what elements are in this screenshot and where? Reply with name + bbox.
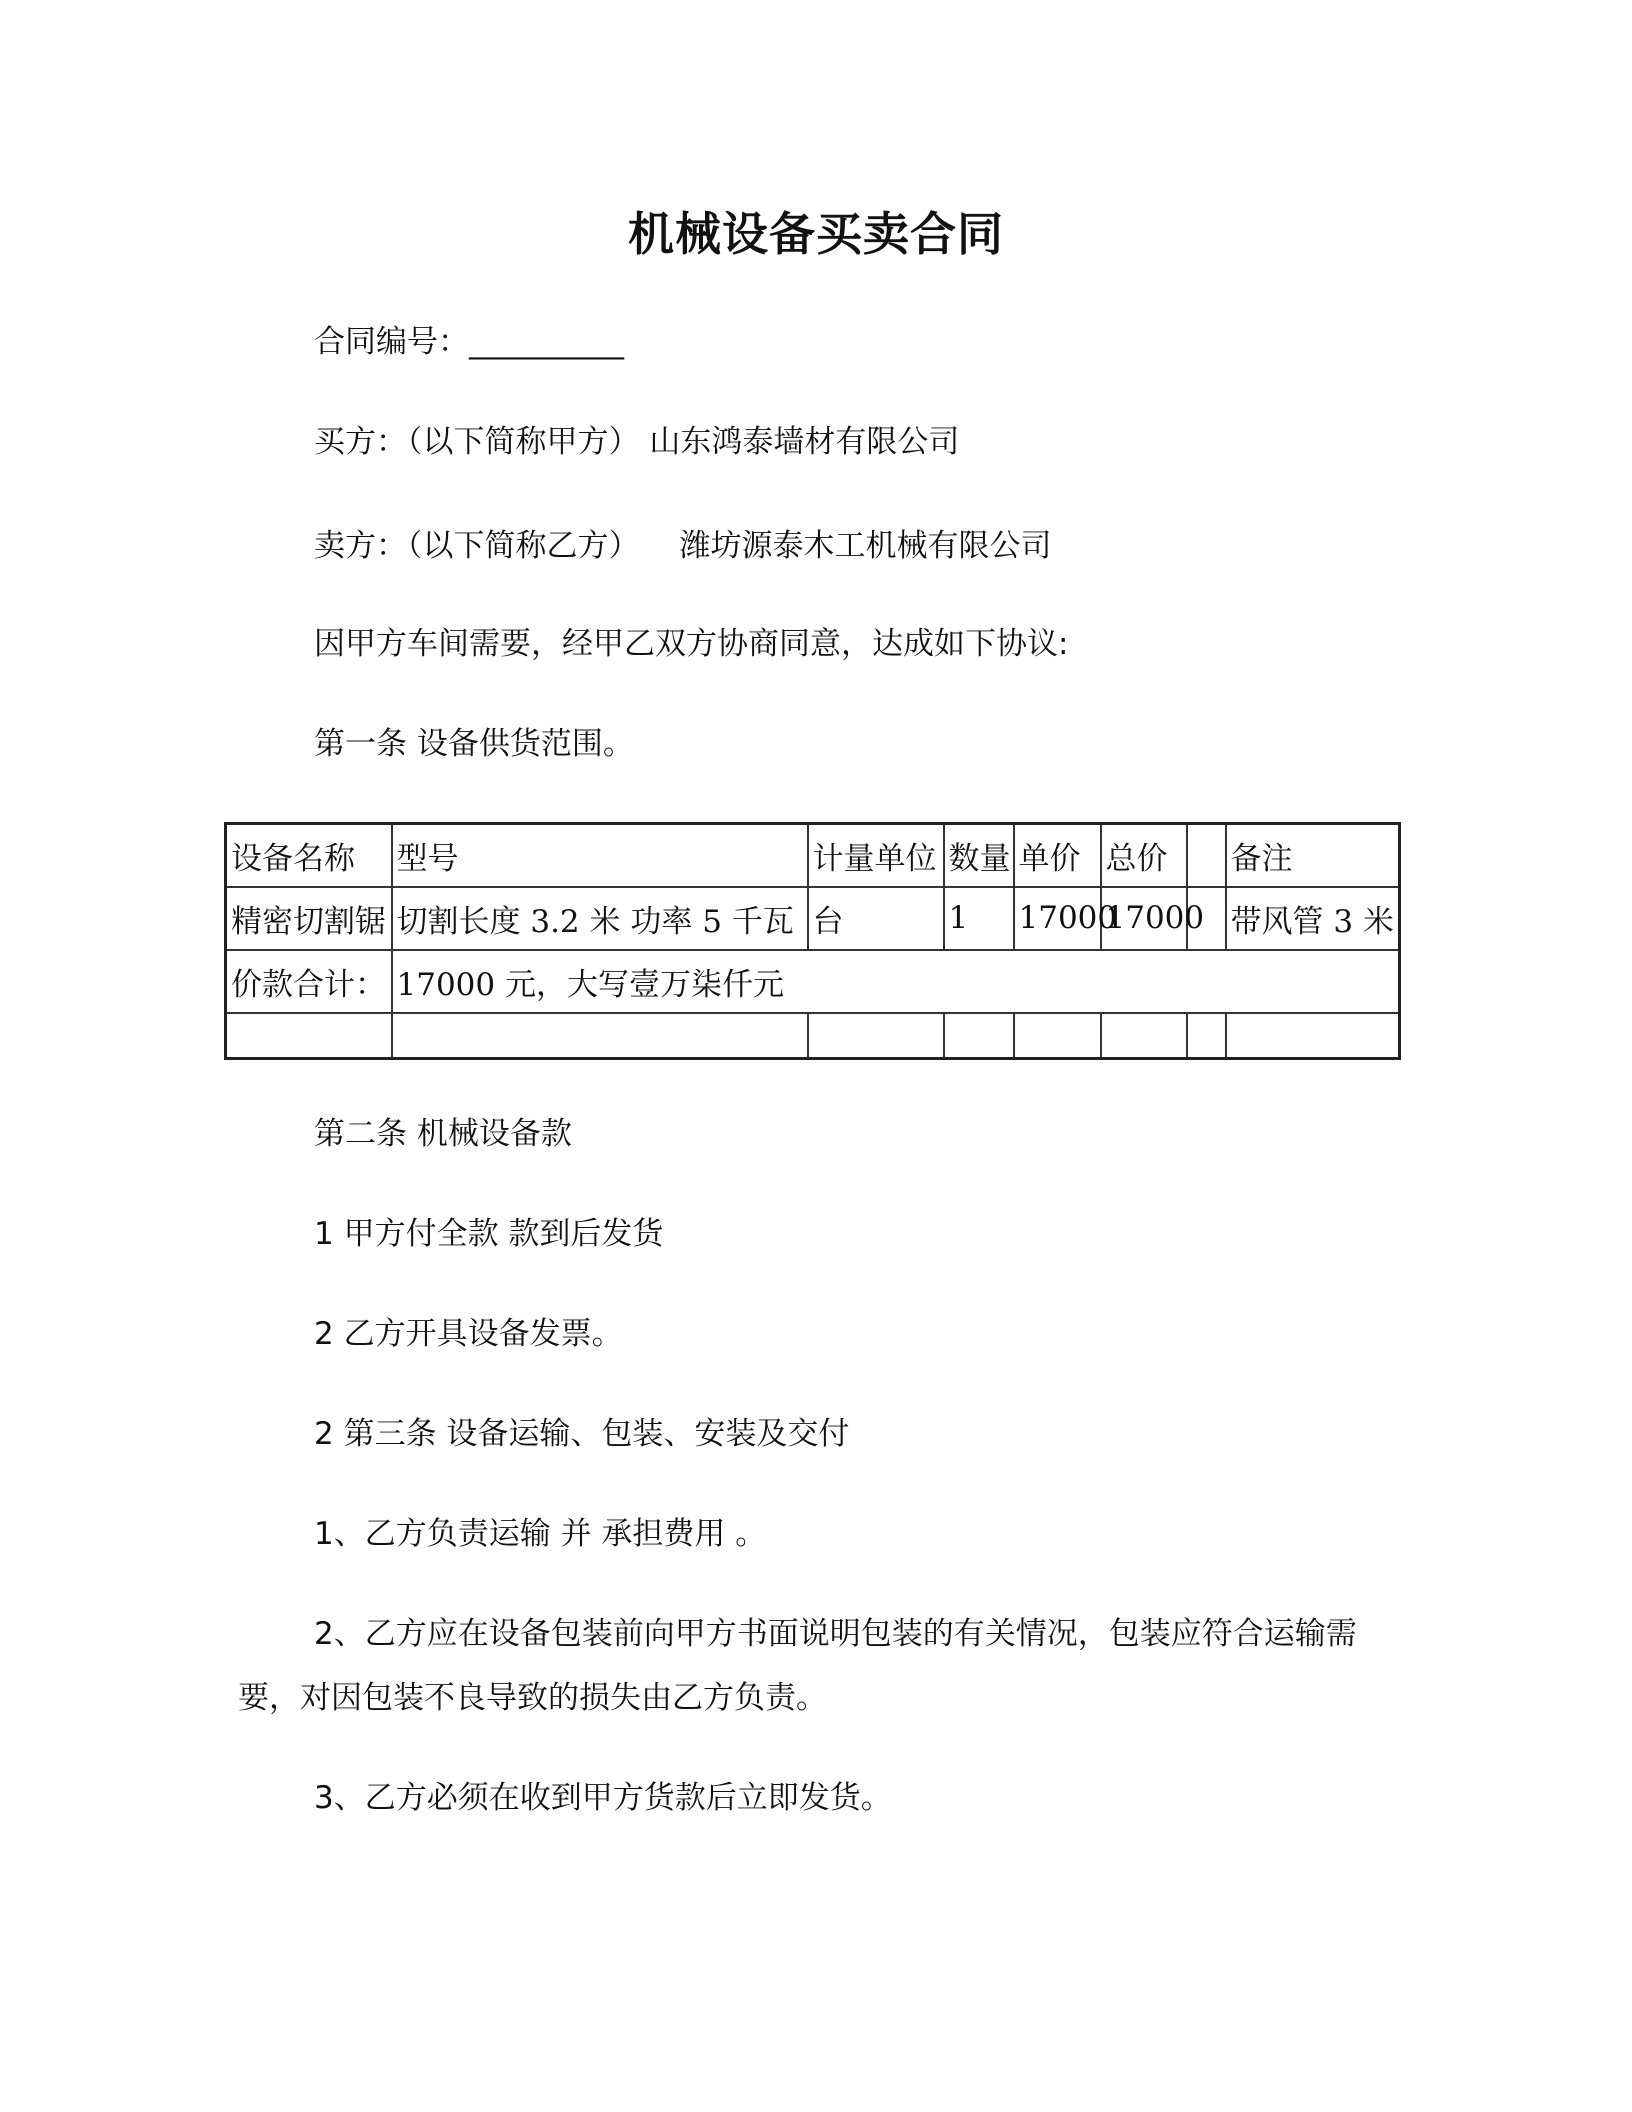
header-model: 型号 [392,824,808,887]
article-1-heading: 第一条 设备供货范围。 [314,726,634,762]
article-3-item-2: 2、乙方应在设备包装前向甲方书面说明包装的有关情况，包装应符合运输需要，对因包装不良导致的损失由乙方负责。 [238,1616,1357,1716]
total-value: 17000 元，大写壹万柒仟元 [392,950,1400,1013]
table-header-row [226,824,1400,887]
buyer-line [314,422,959,462]
cell-quantity: 1 [944,887,1014,950]
buyer-label: 买方：（以下简称甲方） [314,424,640,460]
cell-unit: 台 [808,887,944,950]
empty-cell [808,1013,944,1059]
empty-cell [226,1013,392,1059]
cell-remarks: 带风管 3 米 [1226,887,1400,950]
cell-total-price: 17000 [1101,887,1187,950]
header-quantity: 数量 [944,824,1014,887]
article-3-item-1: 1、乙方负责运输 并 承担费用 。 [314,1516,767,1552]
seller-name: 潍坊源泰木工机械有限公司 [679,528,1052,564]
header-equipment-name: 设备名称 [226,824,392,887]
equipment-table [224,822,1401,1060]
total-label: 价款合计： [226,950,392,1013]
cell-equipment-name: 精密切割锯 [226,887,392,950]
header-blank [1187,824,1226,887]
table-row [226,887,1400,950]
empty-cell [944,1013,1014,1059]
intro-paragraph: 因甲方车间需要，经甲乙双方协商同意，达成如下协议: [314,626,1069,662]
empty-cell [1101,1013,1187,1059]
article-2-item-2: 2 乙方开具设备发票。 [314,1316,623,1352]
cell-unit-price: 17000 [1014,887,1101,950]
article-3-heading: 2 第三条 设备运输、包装、安装及交付 [314,1416,850,1452]
seller-line [314,526,1052,566]
document-title: 机械设备买卖合同 [628,207,1004,261]
header-total-price: 总价 [1101,824,1187,887]
empty-cell [1014,1013,1101,1059]
seller-label: 卖方：（以下简称乙方） [314,528,640,564]
cell-model: 切割长度 3.2 米 功率 5 千瓦 [392,887,808,950]
article-2-item-1: 1 甲方付全款 款到后发货 [314,1216,664,1252]
table-total-row [226,950,1400,1013]
header-unit: 计量单位 [808,824,944,887]
header-unit-price: 单价 [1014,824,1101,887]
empty-cell [1187,1013,1226,1059]
article-3-item-3: 3、乙方必须在收到甲方货款后立即发货。 [314,1780,892,1816]
empty-cell [1226,1013,1400,1059]
contract-number-line [314,322,624,362]
empty-cell [392,1013,808,1059]
contract-number-label: 合同编号： [314,324,469,360]
buyer-name: 山东鸿泰墙材有限公司 [649,424,960,460]
table-empty-row [226,1013,1400,1059]
contract-number-blank: __________ [469,324,624,360]
header-remarks: 备注 [1226,824,1400,887]
article-2-heading: 第二条 机械设备款 [314,1116,572,1152]
